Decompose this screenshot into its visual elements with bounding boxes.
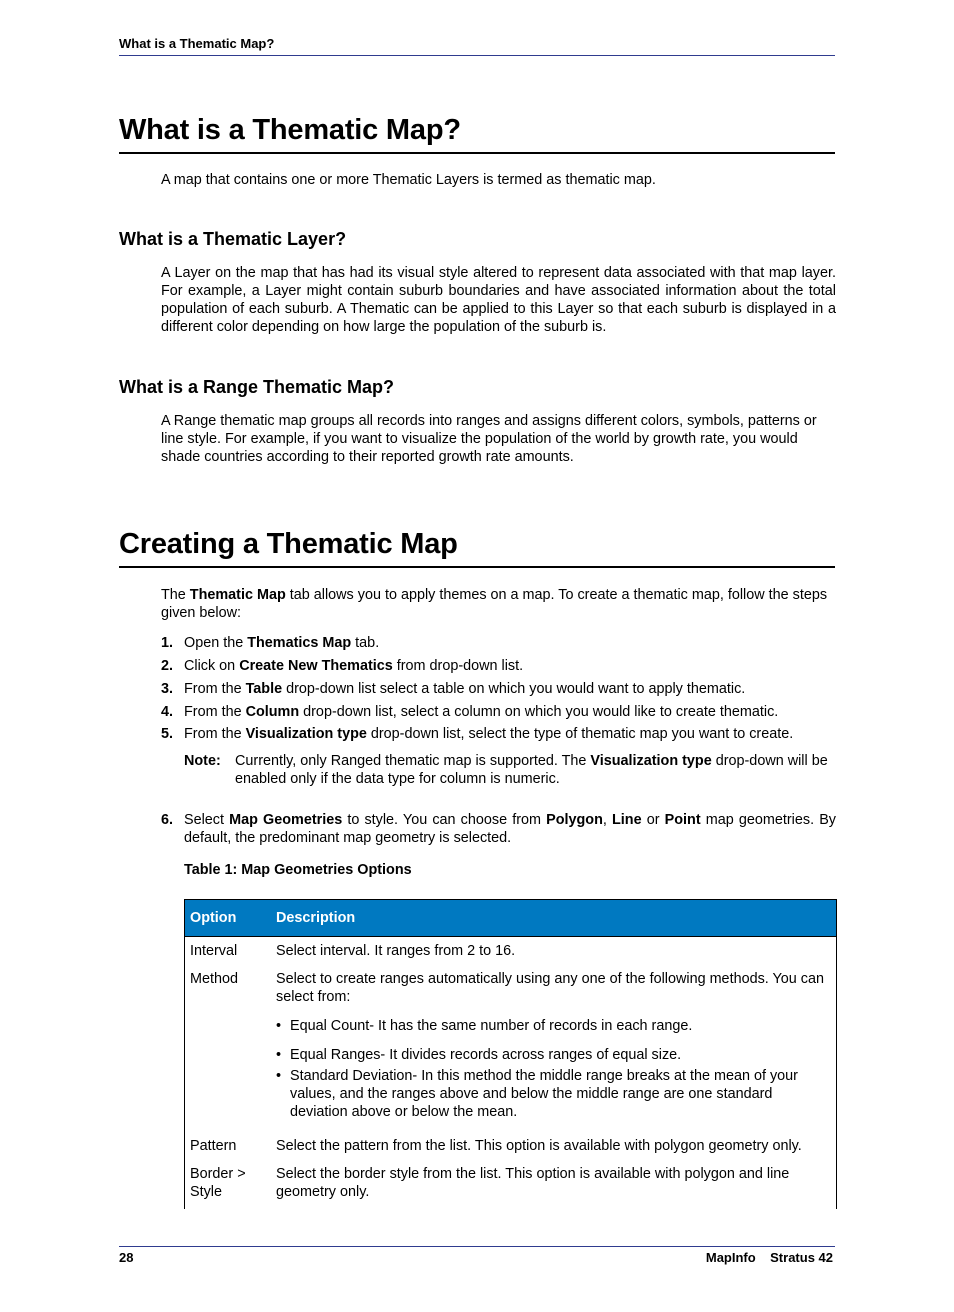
step-number: 5. <box>161 726 174 742</box>
note-label: Note: <box>184 753 221 769</box>
column-header-description: Description <box>276 910 356 926</box>
description-method: Select to create ranges automatically using any one of the following methods. You can select from: <box>276 971 824 1005</box>
table-caption: Table 1: Map Geometries Options <box>184 862 412 878</box>
step-1 <box>161 634 836 652</box>
bullet-icon: • <box>276 1047 282 1063</box>
table-header-row <box>185 899 836 937</box>
option-interval: Interval <box>190 943 238 959</box>
note-text: Currently, only Ranged thematic map is supported. The Visualization type drop-down will be enabled only if the data type for column is numeric. <box>235 753 828 787</box>
running-header: What is a Thematic Map? <box>119 36 275 51</box>
subheading-thematic-layer: What is a Thematic Layer? <box>119 229 347 249</box>
column-header-option: Option <box>190 910 237 926</box>
range-thematic-paragraph: A Range thematic map groups all records into ranges and assigns different colors, symbols, patterns or line style. For example, if you want to visualize the population of the world by growth rate, you would shade countries according to their reported growth rate amounts. <box>161 413 817 465</box>
step-text: Click on Create New Thematics from drop-down list. <box>184 658 524 674</box>
step-text: Select Map Geometries to style. You can choose from Polygon, Line or Point map geometries. By default, the predominant map geometry is selected. <box>184 812 836 846</box>
description-border-style: Select the border style from the list. This option is available with polygon and line geometry only. <box>276 1166 790 1200</box>
description-interval: Select interval. It ranges from 2 to 16. <box>276 943 516 959</box>
step-text: From the Visualization type drop-down list, select the type of thematic map you want to create. <box>184 726 794 742</box>
step-number: 4. <box>161 704 174 720</box>
footer-divider <box>119 1246 835 1247</box>
page-number: 28 <box>119 1250 134 1265</box>
section-heading-thematic-map: What is a Thematic Map? <box>119 114 461 146</box>
list-item: • Standard Deviation- In this method the middle range breaks at the mean of your values, and the ranges above and below the middle range are one standard deviation above or below the mean. <box>276 1068 798 1120</box>
option-method: Method <box>190 971 238 987</box>
step-number: 1. <box>161 635 174 651</box>
footer-product-label: MapInfo Stratus 42 <box>705 1250 833 1265</box>
bullet-icon: • <box>276 1068 282 1084</box>
step-6 <box>161 811 836 847</box>
map-geometries-table <box>184 899 837 1209</box>
step-3 <box>161 680 836 698</box>
option-pattern: Pattern <box>190 1138 237 1154</box>
list-item: • Equal Count- It has the same number of records in each range. <box>276 1018 693 1034</box>
description-pattern: Select the pattern from the list. This option is available with polygon geometry only. <box>276 1138 802 1154</box>
option-border-style: Border > Style <box>190 1166 246 1200</box>
section-heading-creating-thematic-map: Creating a Thematic Map <box>119 528 458 560</box>
subheading-range-thematic-map: What is a Range Thematic Map? <box>119 377 395 397</box>
thematic-layer-paragraph: A Layer on the map that has had its visual style altered to represent data associated with that map layer. For example, a Layer might contain suburb boundaries and have associated information about the total population of each suburb. A Thematic can be applied to this Layer so that each suburb is displayed in a different color depending on how large the population of the suburb is. <box>161 265 836 335</box>
step-4 <box>161 703 836 721</box>
step-5 <box>161 725 836 743</box>
thematic-map-definition: A map that contains one or more Thematic Layers is termed as thematic map. <box>161 172 656 188</box>
list-item: • Equal Ranges- It divides records across ranges of equal size. <box>276 1047 682 1063</box>
header-divider <box>119 55 835 56</box>
step-number: 6. <box>161 812 174 828</box>
step-text: From the Column drop-down list, select a column on which you would like to create thematic. <box>184 704 779 720</box>
step-2 <box>161 657 836 675</box>
step-number: 3. <box>161 681 174 697</box>
creating-intro-paragraph: The Thematic Map tab allows you to apply themes on a map. To create a thematic map, follow the steps given below: <box>161 587 828 621</box>
step-text: Open the Thematics Map tab. <box>184 635 380 651</box>
heading-divider <box>119 566 835 568</box>
step-text: From the Table drop-down list select a table on which you would want to apply thematic. <box>184 681 746 697</box>
step-number: 2. <box>161 658 174 674</box>
bullet-icon: • <box>276 1018 282 1034</box>
heading-divider <box>119 152 835 154</box>
